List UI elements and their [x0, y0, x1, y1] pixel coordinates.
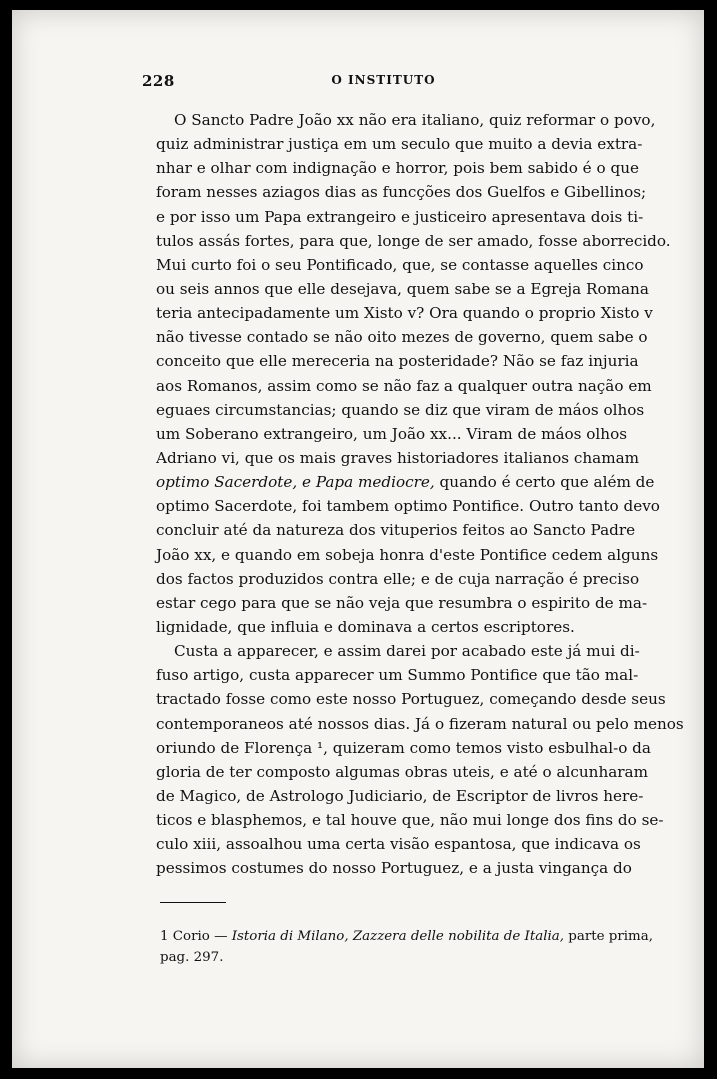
- footnote-marker: 1: [160, 929, 169, 944]
- text-line: Custa a apparecer, e assim darei por acabado este já mui di-: [174, 642, 640, 661]
- italic-phrase: optimo Sacerdote, e Papa mediocre,: [156, 473, 435, 492]
- text-line: lignidade, que influia e dominava a certos escriptores.: [156, 617, 575, 636]
- text-line: tractado fosse como este nosso Portuguez, começando desde seus: [156, 690, 666, 709]
- text-line: João xx, e quando em sobeja honra d'este Pontifice cedem alguns: [156, 545, 659, 564]
- body-text: [156, 108, 684, 881]
- text-line: e por isso um Papa extrangeiro e justiceiro apresentava dois ti-: [156, 207, 644, 226]
- footnote-rest: parte prima,: [564, 929, 653, 944]
- text-line: dos factos produzidos contra elle; e de cuja narração é preciso: [156, 569, 640, 588]
- text-line: de Magico, de Astrologo Judiciario, de Escriptor de livros here-: [156, 786, 644, 805]
- text-line: não tivesse contado se não oito mezes de governo, quem sabe o: [156, 328, 648, 347]
- text-line: conceito que elle mereceria na posteridade? Não se faz injuria: [156, 352, 639, 371]
- text-line: estar cego para que se não veja que resumbra o espirito de ma-: [156, 593, 648, 612]
- footnote-author: Corio: [172, 929, 210, 944]
- text-line: Adriano vi, que os mais graves historiadores italianos chamam: [156, 448, 640, 467]
- text-line: Mui curto foi o seu Pontificado, que, se contasse aquelles cinco: [156, 255, 644, 274]
- text-line: O Sancto Padre João xx não era italiano, quiz reformar o povo,: [174, 111, 656, 129]
- text-line: quiz administrar justiça em um seculo que muito a devia extra-: [156, 135, 643, 154]
- footnote-rule: [160, 902, 226, 903]
- footnote: [160, 926, 653, 968]
- text-line: teria antecipadamente um Xisto v? Ora quando o proprio Xisto v: [156, 304, 653, 323]
- text-line: concluir até da natureza dos vituperios feitos ao Sancto Padre: [156, 521, 636, 540]
- text-line: optimo Sacerdote, foi tambem optimo Pontifice. Outro tanto devo: [156, 497, 660, 516]
- text-line: oriundo de Florença ¹, quizeram como temos visto esbulhal-o da: [156, 738, 651, 757]
- text-line: fuso artigo, custa apparecer um Summo Pontifice que tão mal-: [156, 666, 639, 685]
- page-number: 228: [142, 72, 175, 90]
- text-line: aos Romanos, assim como se não faz a qualquer outra nação em: [156, 376, 652, 395]
- footnote-dash: —: [209, 929, 232, 944]
- text-line: gloria de ter composto algumas obras uteis, e até o alcunharam: [156, 762, 648, 781]
- text-line: contemporaneos até nossos dias. Já o fizeram natural ou pelo menos: [156, 714, 684, 733]
- text-line: um Soberano extrangeiro, um João xx... Viram de máos olhos: [156, 424, 628, 443]
- footnote-line-2: pag. 297.: [160, 950, 224, 965]
- text-line: foram nesses aziagos dias as funcções dos Guelfos e Gibellinos;: [156, 183, 647, 202]
- text-line: nhar e olhar com indignação e horror, pois bem sabido é o que: [156, 159, 639, 178]
- footnote-work-title: Istoria di Milano, Zazzera delle nobilita de Italia,: [231, 929, 565, 944]
- text-line: ticos e blasphemos, e tal houve que, não mui longe dos fins do se-: [156, 811, 664, 830]
- text-line-italic: optimo Sacerdote, e Papa mediocre, quando é certo que além de: [156, 473, 655, 492]
- footnote-line: [160, 926, 653, 947]
- running-title: O INSTITUTO: [331, 73, 436, 87]
- text-line: ou seis annos que elle desejava, quem sabe se a Egreja Romana: [156, 279, 649, 298]
- text-line: eguaes circumstancias; quando se diz que viram de máos olhos: [156, 400, 645, 419]
- text-line: pessimos costumes do nosso Portuguez, e a justa vingança do: [156, 859, 632, 878]
- text-line: culo xiii, assoalhou uma certa visão espantosa, que indicava os: [156, 835, 641, 854]
- text-line: tulos assás fortes, para que, longe de ser amado, fosse aborrecido.: [156, 231, 671, 250]
- page-header: [142, 72, 625, 94]
